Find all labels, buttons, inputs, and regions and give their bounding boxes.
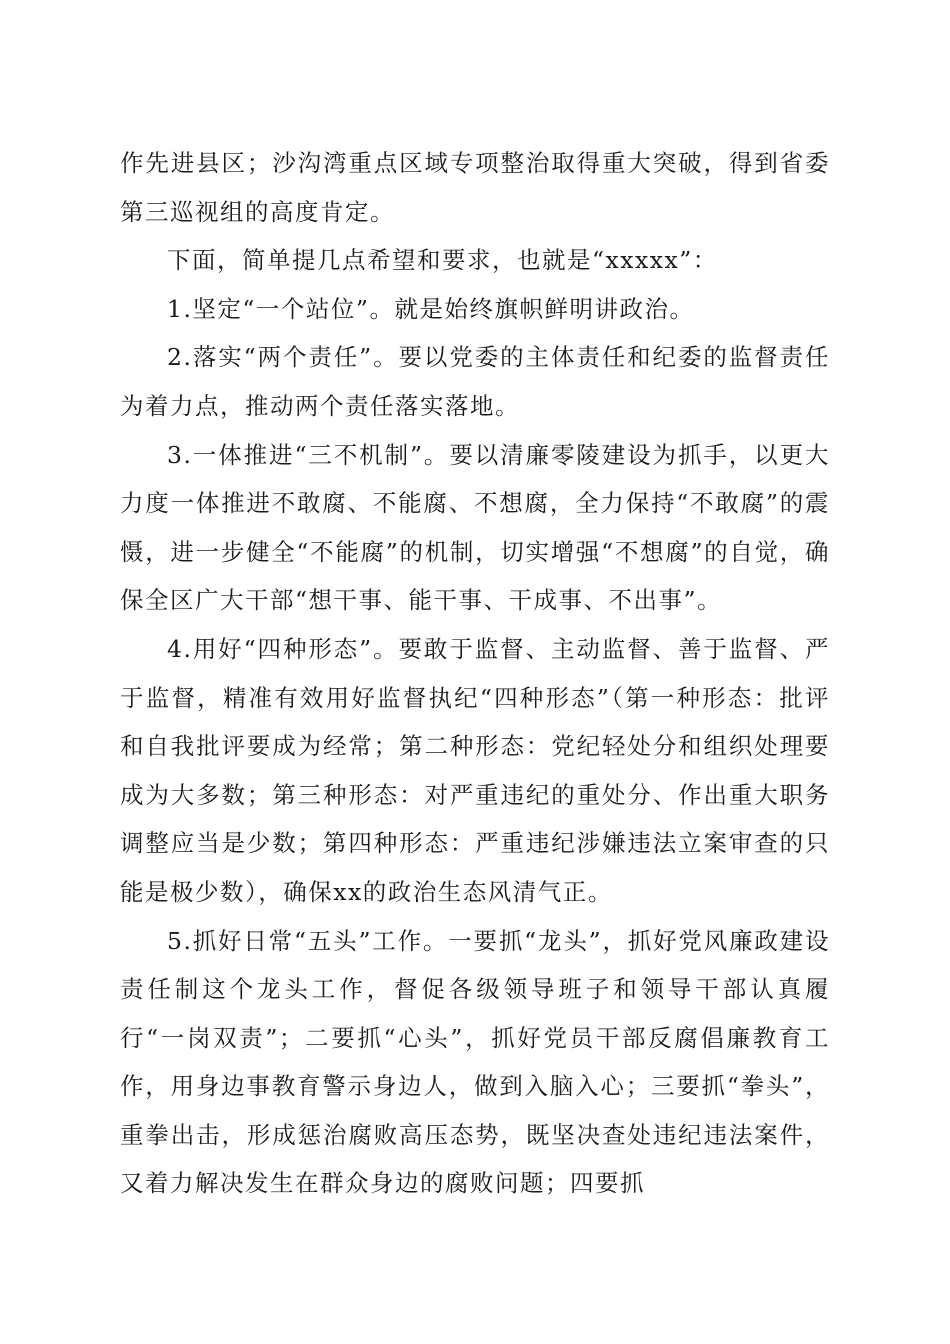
paragraph-item-4: 4.用好“四种形态”。要敢于监督、主动监督、善于监督、严于监督，精准有效用好监督执纪“四种形态”（第一种形态：批评和自我批评要成为经常；第二种形态：党纪轻处分和组织处理要成为大多数；第三种形态：对严重违纪的重处分、作出重大职务调整应当是少数；第四种形态：严重违纪涉嫌违法立案审查的只能是极少数），确保xx的政治生态风清气正。 bbox=[120, 634, 830, 906]
paragraph-continuation: 作先进县区；沙沟湾重点区域专项整治取得重大突破，得到省委第三巡视组的高度肯定。 bbox=[120, 149, 830, 226]
document-body bbox=[120, 139, 830, 1208]
paragraph-item-2: 2.落实“两个责任”。要以党委的主体责任和纪委的监督责任为着力点，推动两个责任落实落地。 bbox=[120, 343, 830, 420]
paragraph-intro: 下面，简单提几点希望和要求，也就是“xxxxx”： bbox=[167, 246, 718, 275]
paragraph-item-1: 1.坚定“一个站位”。就是始终旗帜鲜明讲政治。 bbox=[167, 294, 695, 323]
paragraph-item-3: 3.一体推进“三不机制”。要以清廉零陵建设为抓手，以更大力度一体推进不敢腐、不能腐、不想腐，全力保持“不敢腐”的震慑，进一步健全“不能腐”的机制，切实增强“不想腐”的自觉，确保全区广大干部“想干事、能干事、干成事、不出事”。 bbox=[120, 440, 830, 615]
paragraph-item-5: 5.抓好日常“五头”工作。一要抓“龙头”，抓好党风廉政建设责任制这个龙头工作，督促各级领导班子和领导干部认真履行“一岗双责”；二要抓“心头”，抓好党员干部反腐倡廉教育工作，用身边事教育警示身边人，做到入脑入心；三要抓“拳头”，重拳出击，形成惩治腐败高压态势，既坚决查处违纪违法案件，又着力解决发生在群众身边的腐败问题；四要抓 bbox=[120, 926, 830, 1198]
